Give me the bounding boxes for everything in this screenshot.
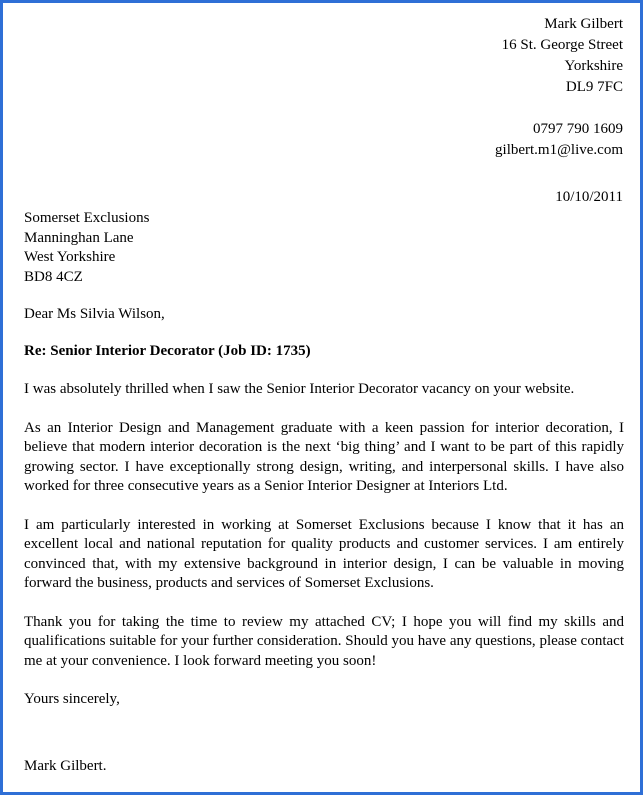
salutation: Dear Ms Silvia Wilson, xyxy=(24,306,165,322)
spacer xyxy=(495,98,623,119)
subject-line: Re: Senior Interior Decorator (Job ID: 1735) xyxy=(24,342,311,359)
letter-body xyxy=(24,209,624,776)
recipient-address-block xyxy=(24,209,624,287)
recipient-street: Manninghan Lane xyxy=(24,229,134,246)
paragraph-closing-remarks: Thank you for taking the time to review my attached CV; I hope you will find my skills and qualifications suitable for your further consideration. Should you have any questions, please contact me at your convenience. I look forward meeting you soon! xyxy=(24,613,624,669)
sender-postcode: DL9 7FC xyxy=(565,79,623,95)
sender-street: 16 St. George Street xyxy=(501,37,623,53)
recipient-county: West Yorkshire xyxy=(24,249,116,265)
sender-email: gilbert.m1@live.com xyxy=(495,142,623,158)
letter-date: 10/10/2011 xyxy=(555,189,623,205)
paragraph-interest: I am particularly interested in working at Somerset Exclusions because I know that it has an excellent local and national reputation for quality products and customer services. I am entirely convinced that, with my extensive background in interior design, I can be valuable in moving forward the business, products and services of Somerset Exclusions. xyxy=(24,516,624,591)
sender-county: Yorkshire xyxy=(564,58,623,74)
sender-phone: 0797 790 1609 xyxy=(533,121,623,137)
complimentary-close: Yours sincerely, xyxy=(24,691,120,707)
paragraph-background: As an Interior Design and Management graduate with a keen passion for interior decoration, I believe that modern interior decoration is the next ‘big thing’ and I want to be part of this rapidly growing sector. I have exceptionally strong design, writing, and interpersonal skills. I have also worked for three consecutive years as a Senior Interior Designer at Interiors Ltd. xyxy=(24,419,624,494)
signature-name: Mark Gilbert. xyxy=(24,757,107,774)
recipient-company: Somerset Exclusions xyxy=(24,210,150,226)
sender-address-block xyxy=(495,14,623,161)
paragraph-intro: I was absolutely thrilled when I saw the Senior Interior Decorator vacancy on your website. xyxy=(24,381,575,397)
recipient-postcode: BD8 4CZ xyxy=(24,268,83,285)
sender-name: Mark Gilbert xyxy=(544,16,623,32)
